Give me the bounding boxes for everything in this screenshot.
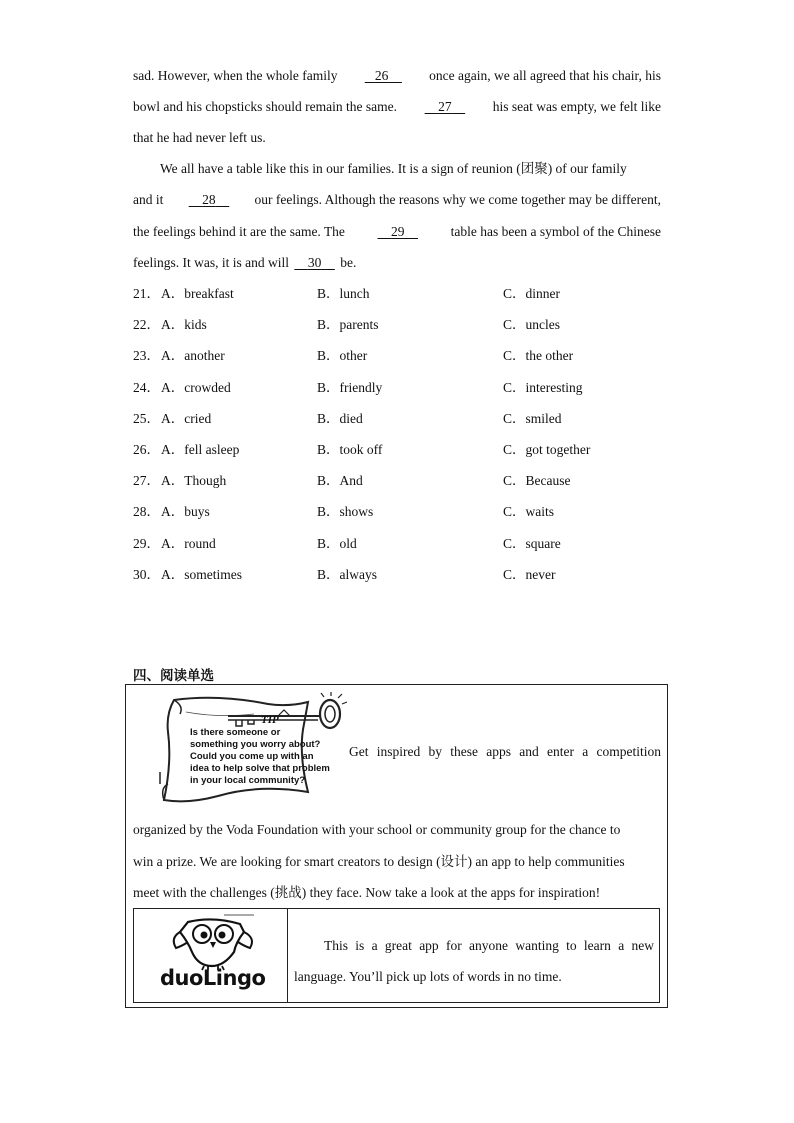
option-b[interactable]: B．friendly [317, 380, 383, 395]
option-a[interactable]: A．cried [161, 411, 212, 426]
option-c[interactable]: C．got together [503, 442, 591, 457]
passage-line-7 [133, 253, 661, 273]
passage-line-2 [133, 97, 661, 117]
question-number: 25． [133, 411, 160, 426]
option-b[interactable]: B．And [317, 473, 363, 488]
question-number: 23． [133, 348, 160, 363]
logo-text: duoLingo [160, 966, 266, 990]
intro-line-3: win a prize. We are looking for smart creators to design (设计) an app to help communities [133, 854, 625, 869]
option-a[interactable]: A．buys [161, 504, 210, 519]
intro-line-1 [349, 742, 661, 762]
intro-text: Get inspired by these apps and enter a competition [349, 744, 661, 759]
option-b[interactable]: B．old [317, 536, 357, 551]
blank-26[interactable]: 26 [374, 68, 389, 83]
tip-label: TIP [261, 714, 279, 726]
blank-30[interactable]: 30 [307, 255, 322, 270]
question-row [133, 534, 673, 554]
passage-text: bowl and his chopsticks should remain the same. [133, 99, 397, 114]
app-description [294, 930, 654, 992]
tip-illustration [158, 692, 348, 812]
question-number: 29． [133, 536, 160, 551]
passage-line-3: that he had never left us. [133, 130, 266, 145]
option-c[interactable]: C．Because [503, 473, 571, 488]
passage-text: and it [133, 192, 164, 207]
option-a[interactable]: A．breakfast [161, 286, 234, 301]
question-row [133, 502, 673, 522]
app-desc-text: This is a great app for anyone wanting to learn a new language. You’ll pick up lots of words in no time. [294, 938, 654, 984]
option-c[interactable]: C．the other [503, 348, 574, 363]
option-c[interactable]: C．waits [503, 504, 555, 519]
blank-27[interactable]: 27 [438, 99, 452, 114]
option-c[interactable]: C．square [503, 536, 561, 551]
question-number: 28． [133, 504, 160, 519]
passage-text: be. [340, 255, 357, 270]
question-number: 24． [133, 380, 160, 395]
option-b[interactable]: B．other [317, 348, 368, 363]
intro-line-2: organized by the Voda Foundation with your school or community group for the chance to [133, 822, 621, 837]
passage-line-1 [133, 66, 661, 86]
question-row [133, 284, 673, 304]
question-row [133, 315, 673, 335]
option-a[interactable]: A．round [161, 536, 216, 551]
intro-line-4: meet with the challenges (挑战) they face. Now take a look at the apps for inspiration! [133, 885, 601, 900]
tip-text: Is there someone or something you worry about? Could you come up with an idea to help solve that problem in your local community? [190, 727, 330, 786]
question-row [133, 346, 673, 366]
question-row [133, 440, 673, 460]
question-row [133, 378, 673, 398]
option-b[interactable]: B．always [317, 567, 377, 582]
passage-line-5 [133, 190, 661, 210]
blank-29[interactable]: 29 [391, 224, 405, 239]
question-number: 22． [133, 317, 160, 332]
passage-text: our feelings. Although the reasons why we come together may be different, [254, 192, 661, 207]
question-row [133, 409, 673, 429]
question-number: 26． [133, 442, 160, 457]
owl-icon [158, 912, 268, 972]
passage-text: sad. However, when the whole family [133, 68, 338, 83]
option-a[interactable]: A．another [161, 348, 225, 363]
option-b[interactable]: B．parents [317, 317, 379, 332]
question-number: 21． [133, 286, 160, 301]
option-b[interactable]: B．took off [317, 442, 383, 457]
option-c[interactable]: C．smiled [503, 411, 562, 426]
passage-line-4: We all have a table like this in our families. It is a sign of reunion (团聚) of our family [160, 161, 627, 176]
passage-text: feelings. It was, it is and will [133, 255, 289, 270]
table-divider [287, 908, 288, 1003]
option-c[interactable]: C．uncles [503, 317, 560, 332]
passage-text: once again, we all agreed that his chair, his [429, 68, 661, 83]
question-number: 30． [133, 567, 160, 582]
option-a[interactable]: A．fell asleep [161, 442, 240, 457]
passage-line-6 [133, 222, 661, 242]
option-b[interactable]: B．lunch [317, 286, 370, 301]
option-c[interactable]: C．dinner [503, 286, 560, 301]
passage-text: table has been a symbol of the Chinese [450, 224, 661, 239]
passage-text: the feelings behind it are the same. The [133, 224, 345, 239]
option-b[interactable]: B．died [317, 411, 363, 426]
option-a[interactable]: A．kids [161, 317, 207, 332]
option-a[interactable]: A．sometimes [161, 567, 242, 582]
passage-text: his seat was empty, we felt like [492, 99, 661, 114]
blank-28[interactable]: 28 [202, 192, 216, 207]
option-c[interactable]: C．interesting [503, 380, 583, 395]
option-c[interactable]: C．never [503, 567, 556, 582]
question-row [133, 565, 673, 585]
option-a[interactable]: A．Though [161, 473, 227, 488]
question-row [133, 471, 673, 491]
option-b[interactable]: B．shows [317, 504, 374, 519]
question-number: 27． [133, 473, 160, 488]
section-title: 四、阅读单选 [133, 668, 214, 684]
duolingo-logo [158, 912, 268, 1000]
option-a[interactable]: A．crowded [161, 380, 231, 395]
